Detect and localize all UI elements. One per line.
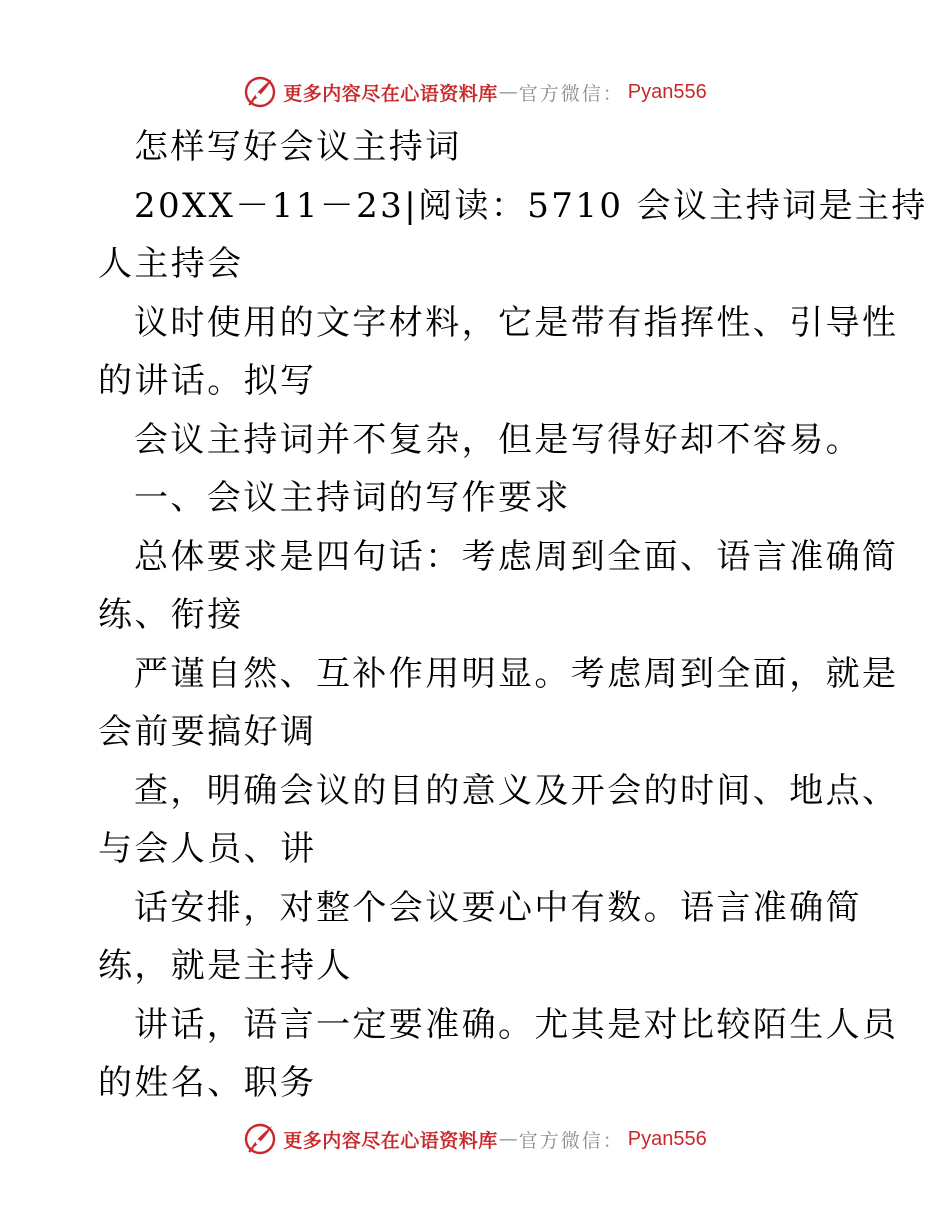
- text-line: 总体要求是四句话：考虑周到全面、语言准确简: [134, 536, 899, 577]
- document-title: 怎样写好会议主持词: [134, 127, 462, 167]
- text-line: 与会人员、讲: [98, 829, 317, 869]
- section-heading: 一、会议主持词的写作要求: [134, 478, 571, 518]
- text-line: 20XX－11－23|阅读：5710 会议主持词是主持: [134, 185, 928, 226]
- wechat-label: 官方微信：: [518, 1129, 624, 1152]
- text-line: 查，明确会议的目的意义及开会的时间、地点、: [134, 770, 899, 811]
- document-body: [98, 118, 928, 1113]
- footer-banner: [0, 1119, 950, 1159]
- text-line: 严谨自然、互补作用明显。考虑周到全面，就是: [134, 653, 899, 694]
- separator: —: [498, 81, 518, 103]
- separator: —: [498, 1128, 518, 1150]
- wechat-id: Pyan556: [627, 80, 707, 103]
- promo-text: 更多内容尽在心语资料库: [283, 1129, 498, 1152]
- text-line: 人主持会: [98, 244, 244, 284]
- header-banner: [0, 72, 950, 112]
- text-line: 的姓名、职务: [98, 1063, 317, 1103]
- quill-pen-logo-icon: [243, 1122, 277, 1156]
- text-line: 的讲话。拟写: [98, 361, 317, 401]
- text-line: 会前要搞好调: [98, 712, 317, 752]
- text-line: 练、衔接: [98, 595, 244, 635]
- wechat-id: Pyan556: [627, 1127, 707, 1150]
- quill-pen-logo-icon: [243, 75, 277, 109]
- promo-text: 更多内容尽在心语资料库: [283, 82, 498, 105]
- text-line: 议时使用的文字材料，它是带有指挥性、引导性: [134, 302, 899, 343]
- wechat-label: 官方微信：: [518, 82, 624, 105]
- text-line: 话安排，对整个会议要心中有数。语言准确简: [134, 887, 862, 928]
- text-line: 练，就是主持人: [98, 946, 353, 986]
- text-line: 会议主持词并不复杂，但是写得好却不容易。: [134, 419, 862, 460]
- text-line: 讲话，语言一定要准确。尤其是对比较陌生人员: [134, 1004, 899, 1045]
